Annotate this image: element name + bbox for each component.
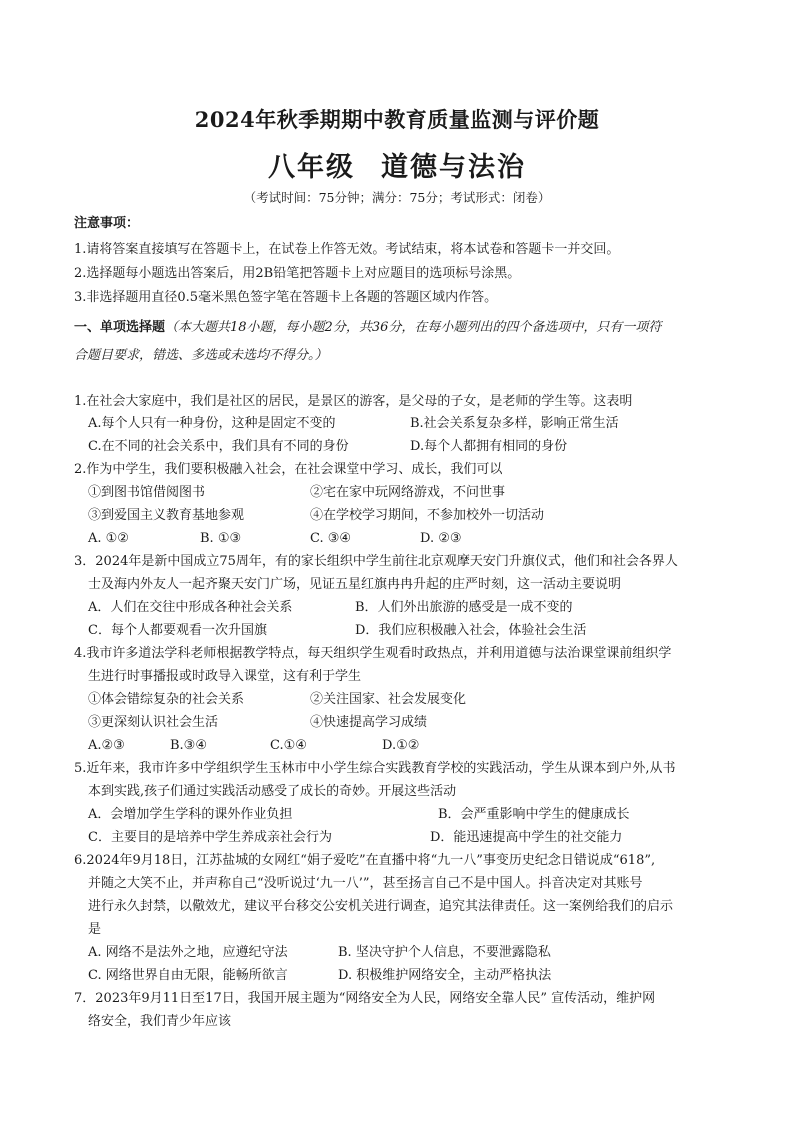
question-stem: 6.2024年9月18日，江苏盐城的女网红“娟子爱吃”在直播中将“九一八”事变历史纪念日错说成“618”, xyxy=(74,853,656,868)
statement: ③到爱国主义教育基地参观 xyxy=(88,508,245,523)
statement: ④在学校学习期间，不参加校外一切活动 xyxy=(310,508,545,523)
option-d: D．能迅速提高中学生的社交能力 xyxy=(430,830,623,845)
statement: ③更深刻认识社会生活 xyxy=(88,715,219,730)
option-c: C．主要目的是培养中学生养成亲社会行为 xyxy=(88,830,332,845)
question-stem-cont: 并随之大笑不止，并声称自己“没听说过‘九一八’”，甚至扬言自己不是中国人。抖音决定对其账号 xyxy=(88,876,643,891)
option-b: B. 坚决守护个人信息，不要泄露隐私 xyxy=(338,945,551,960)
question-stem: 7．2023年9月11日至17日，我国开展主题为“网络安全为人民，网络安全靠人民” 宣传活动，维护网 xyxy=(74,991,656,1006)
section-heading xyxy=(74,318,661,338)
question-stem-cont: 本到实践,孩子们通过实践活动感受了成长的奇妙。开展这些活动 xyxy=(88,784,457,799)
option-c: C．每个人都要观看一次升国旗 xyxy=(88,623,267,638)
option-d: D. ②③ xyxy=(420,531,462,546)
option-a: A.②③ xyxy=(88,738,125,753)
question-stem: 3．2024年是新中国成立75周年，有的家长组织中学生前往北京观摩天安门升旗仪式，他们和社会各界人 xyxy=(74,554,678,569)
option-a: A．会增加学生学科的课外作业负担 xyxy=(88,807,293,822)
option-b: B.社会关系复杂多样，影响正常生活 xyxy=(410,416,619,431)
question-stem-cont: 是 xyxy=(88,922,102,937)
notice-item: 1.请将答案直接填写在答题卡上，在试卷上作答无效。考试结束，将本试卷和答题卡一并交回。 xyxy=(74,242,620,257)
question-stem: 5.近年来，我市许多中学组织学生玉林市中小学生综合实践教育学校的实践活动，学生从课本到户外,从书 xyxy=(74,761,676,776)
statement: ①到图书馆借阅图书 xyxy=(88,485,206,500)
option-d: D.①② xyxy=(382,738,420,753)
section-note: （本大题共18小题，每小题2分，共36分，在每小题列出的四个备选项中，只有一项符 xyxy=(165,320,662,335)
question-stem: 2.作为中学生，我们要积极融入社会，在社会课堂中学习、成长，我们可以 xyxy=(74,462,503,477)
exam-title: 2024年秋季期期中教育质量监测与评价题 xyxy=(194,107,600,132)
option-d: D．我们应积极融入社会，体验社会生活 xyxy=(355,623,587,638)
subject-label: 道德与法治 xyxy=(381,152,526,183)
statement: ②关注国家、社会发展变化 xyxy=(310,692,467,707)
section-note-line2: 合题目要求，错选、多选或未选均不得分。） xyxy=(74,348,328,363)
exam-info: （考试时间：75分钟；满分：75分；考试形式：闭卷） xyxy=(243,190,551,205)
option-c: C. ③④ xyxy=(310,531,352,546)
statement: ①体会错综复杂的社会关系 xyxy=(88,692,245,707)
notice-heading: 注意事项： xyxy=(74,216,140,231)
grade-label: 八年级 xyxy=(268,152,355,183)
exam-subtitle xyxy=(0,145,794,184)
statement: ②宅在家中玩网络游戏，不问世事 xyxy=(310,485,506,500)
option-c: C. 网络世界自由无限，能畅所欲言 xyxy=(88,968,288,983)
section-title: 一、单项选择题 xyxy=(74,320,166,335)
question-stem: 1.在社会大家庭中，我们是社区的居民，是景区的游客，是父母的子女，是老师的学生等。这表明 xyxy=(74,394,633,409)
question-stem-cont: 生进行时事播报或时政导入课堂，这有利于学生 xyxy=(88,669,362,684)
option-b: B．会严重影响中学生的健康成长 xyxy=(438,807,630,822)
option-a: A.每个人只有一种身份，这种是固定不变的 xyxy=(88,416,336,431)
question-stem-cont: 进行永久封禁，以儆效尤，建议平台移交公安机关进行调查，追究其法律责任。这一案例给我们的启示 xyxy=(88,899,674,914)
option-d: D.每个人都拥有相同的身份 xyxy=(410,439,568,454)
option-d: D. 积极维护网络安全，主动严格执法 xyxy=(338,968,552,983)
option-b: B. ①③ xyxy=(200,531,242,546)
notice-item: 2.选择题每小题选出答案后，用2B铅笔把答题卡上对应题目的选项标号涂黑。 xyxy=(74,266,521,281)
question-stem-cont: 络安全，我们青少年应该 xyxy=(88,1014,232,1029)
option-a: A. 网络不是法外之地，应遵纪守法 xyxy=(88,945,288,960)
option-a: A．人们在交往中形成各种社会关系 xyxy=(88,600,293,615)
option-c: C.①④ xyxy=(270,738,307,753)
question-stem: 4.我市许多道法学科老师根据教学特点，每天组织学生观看时政热点，并利用道德与法治课堂课前组织学 xyxy=(74,646,672,661)
option-a: A. ①② xyxy=(88,531,129,546)
option-b: B.③④ xyxy=(170,738,207,753)
notice-item: 3.非选择题用直径0.5毫米黑色签字笔在答题卡上各题的答题区域内作答。 xyxy=(74,290,498,305)
option-c: C.在不同的社会关系中，我们具有不同的身份 xyxy=(88,439,349,454)
option-b: B．人们外出旅游的感受是一成不变的 xyxy=(355,600,573,615)
question-stem-cont: 士及海内外友人一起齐聚天安门广场，见证五星红旗冉冉升起的庄严时刻，这一活动主要说明 xyxy=(88,577,622,592)
statement: ④快速提高学习成绩 xyxy=(310,715,428,730)
